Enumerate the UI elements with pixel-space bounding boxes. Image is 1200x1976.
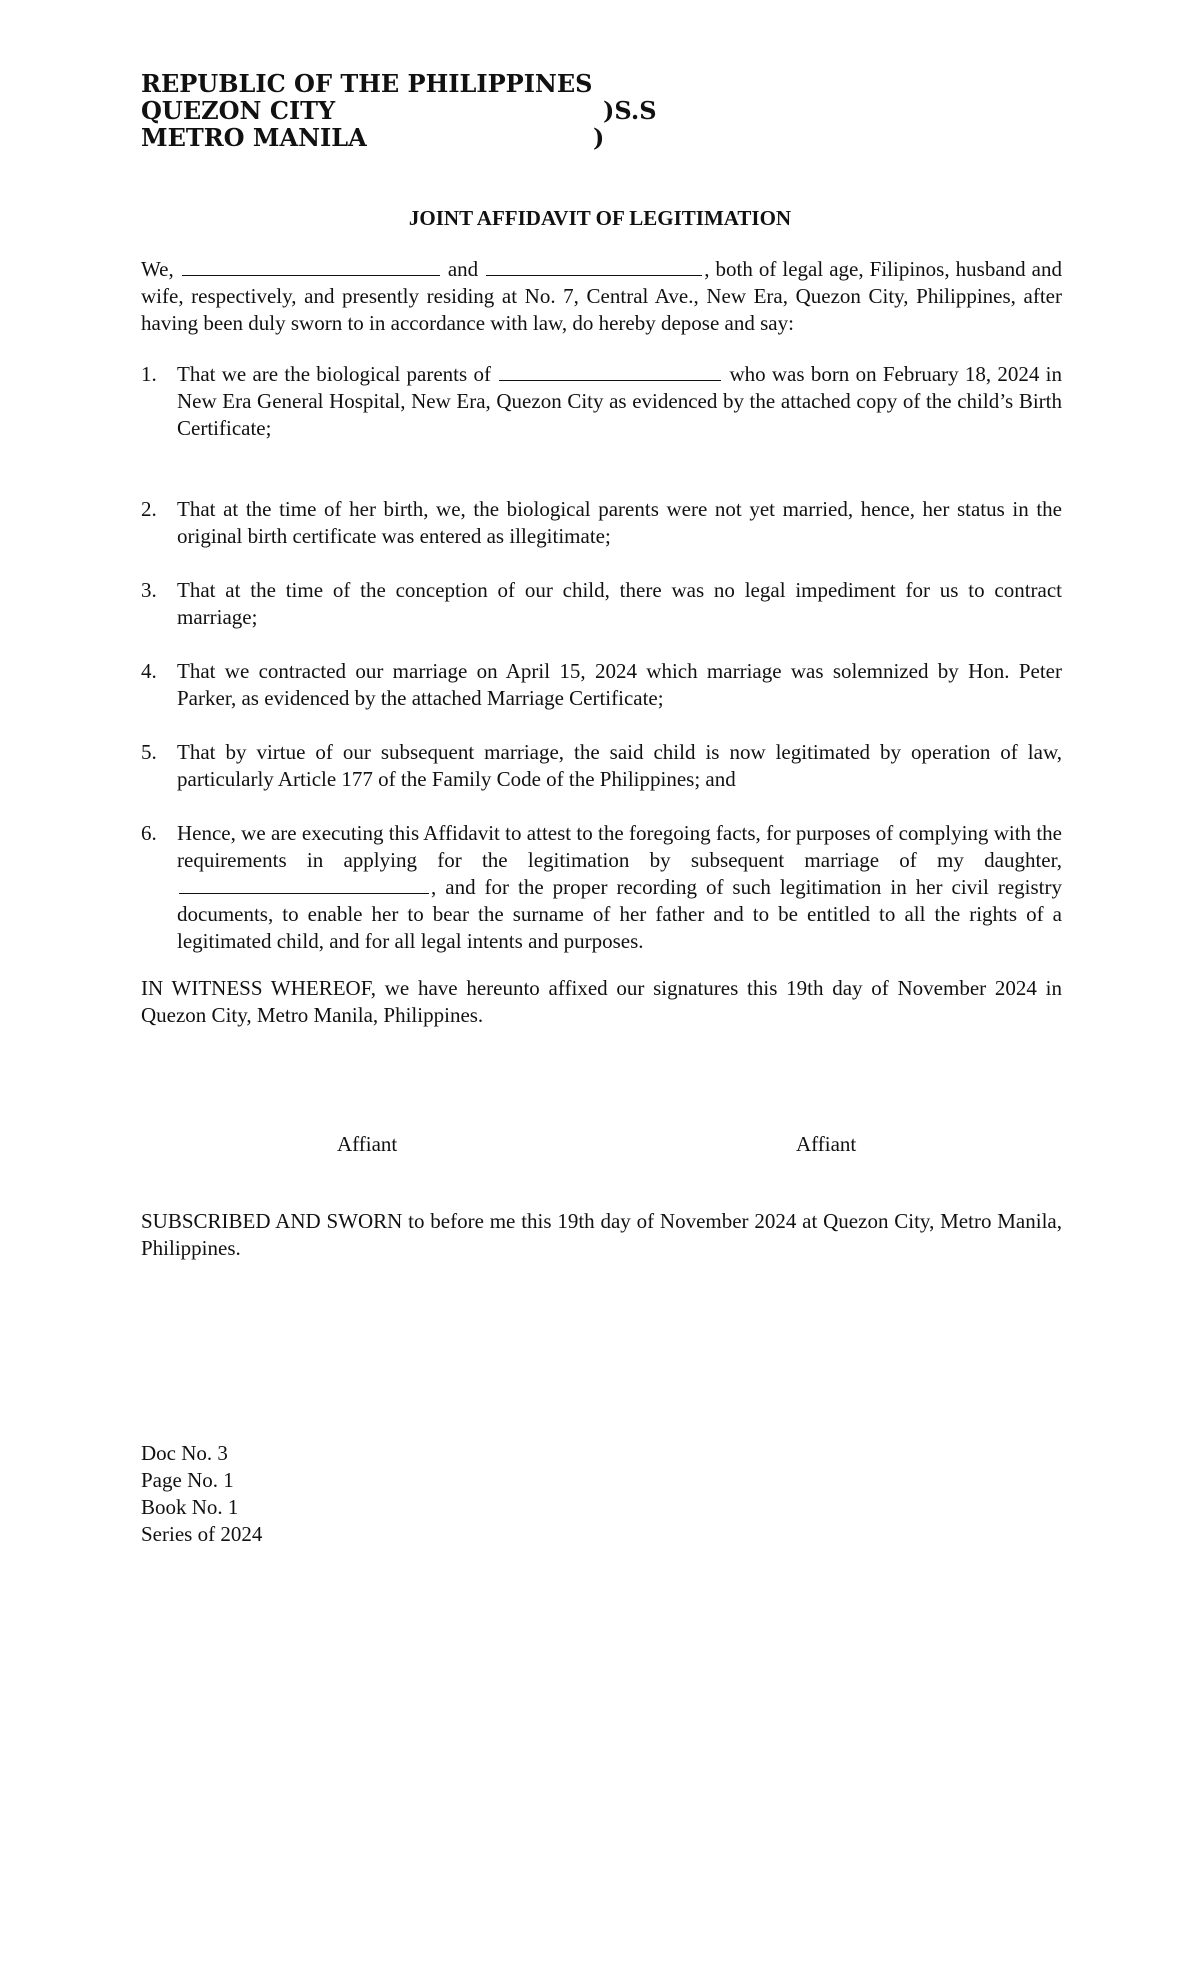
- intro-we: We,: [141, 257, 174, 281]
- caption-paren: ): [593, 123, 605, 152]
- wife-name-blank: [486, 257, 702, 276]
- item-number: 2.: [141, 497, 157, 521]
- intro-paragraph: [141, 256, 1062, 337]
- caption-ss: )S.S: [603, 96, 657, 125]
- caption-city: QUEZON CITY: [141, 96, 336, 125]
- doc-number: Doc No. 3: [141, 1441, 228, 1465]
- item-number: 5.: [141, 740, 157, 764]
- item-text: That we contracted our marriage on April 15, 2024 which marriage was solemnized by Hon. Peter Parker, as evidenced by the attached Marriage Certificate;: [177, 659, 1062, 710]
- daughter-name-blank: [179, 875, 429, 894]
- intro-and: and: [447, 257, 479, 281]
- item-text: That by virtue of our subsequent marriage, the said child is now legitimated by operation of law, particularly Article 177 of the Family Code of the Philippines; and: [177, 740, 1062, 791]
- numbered-statements: [141, 361, 1062, 982]
- item-text: That at the time of the conception of our child, there was no legal impediment for us to contract marriage;: [177, 578, 1062, 629]
- husband-name-blank: [182, 257, 440, 276]
- list-item: [141, 820, 1062, 955]
- child-name-blank: [499, 362, 721, 381]
- venue-caption: [141, 70, 741, 151]
- item-text: who was born on February 18, 2024 in New Era General Hospital, New Era, Quezon City as evidenced by the attached copy of the child’s Birth Certificate;: [177, 362, 1063, 440]
- item-text: Hence, we are executing this Affidavit to attest to the foregoing facts, for purposes of complying with the requirements in applying for the legitimation by subsequent marriage of my daughter,: [177, 821, 1062, 872]
- list-item: [141, 496, 1062, 550]
- affiant-signature-label-right: Affiant: [796, 1132, 857, 1156]
- caption-republic: REPUBLIC OF THE PHILIPPINES: [141, 69, 593, 98]
- list-item: [141, 361, 1062, 442]
- page-number: Page No. 1: [141, 1468, 234, 1492]
- affiant-signature-label-left: Affiant: [337, 1132, 398, 1156]
- jurat-clause: SUBSCRIBED AND SWORN to before me this 19th day of November 2024 at Quezon City, Metro Manila, Philippines.: [141, 1209, 1062, 1260]
- item-text: , and for the proper recording of such legitimation in her civil registry documents, to enable her to bear the surname of her father and to be entitled to all the rights of a legitimated child, and for all legal intents and purposes.: [177, 875, 1062, 953]
- item-number: 3.: [141, 578, 157, 602]
- document-title: JOINT AFFIDAVIT OF LEGITIMATION: [408, 206, 792, 230]
- item-number: 1.: [141, 362, 157, 386]
- list-item: [141, 739, 1062, 793]
- list-item: [141, 577, 1062, 631]
- intro-rest: , both of legal age, Filipinos, husband and wife, respectively, and presently residing at No. 7, Central Ave., New Era, Quezon City, Philippines, after having been duly sworn to in accordance with law, do hereby depose and say:: [141, 257, 1063, 335]
- item-text: That we are the biological parents of: [177, 362, 491, 386]
- item-number: 6.: [141, 821, 157, 845]
- item-number: 4.: [141, 659, 157, 683]
- item-text: That at the time of her birth, we, the biological parents were not yet married, hence, her status in the original birth certificate was entered as illegitimate;: [177, 497, 1062, 548]
- series-year: Series of 2024: [141, 1522, 263, 1546]
- caption-region: METRO MANILA: [141, 123, 367, 152]
- book-number: Book No. 1: [141, 1495, 239, 1519]
- notarial-register: [141, 1440, 262, 1548]
- list-item: [141, 658, 1062, 712]
- witness-clause: IN WITNESS WHEREOF, we have hereunto affixed our signatures this 19th day of November 2024 in Quezon City, Metro Manila, Philippines.: [141, 976, 1062, 1027]
